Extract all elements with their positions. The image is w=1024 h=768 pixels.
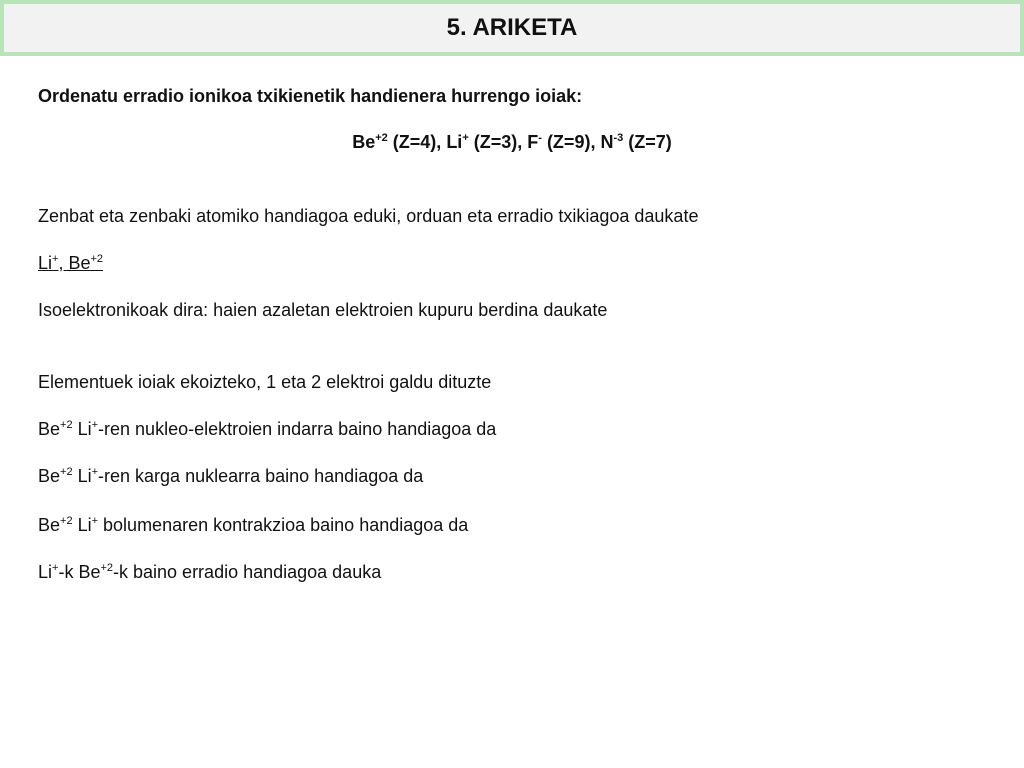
l8-li: Li xyxy=(38,562,53,582)
l8-rest: -k baino erradio handiagoa dauka xyxy=(113,562,382,582)
l5-li: Li xyxy=(72,419,92,439)
l7-li-charge: + xyxy=(91,515,99,527)
l6-be-charge: +2 xyxy=(60,466,73,478)
ion-list xyxy=(0,131,1024,153)
l6-li-charge: + xyxy=(91,466,99,478)
ion-be: Be xyxy=(352,132,376,152)
statement-nuclear-charge xyxy=(38,465,423,487)
l6-li: Li xyxy=(72,466,92,486)
answer-li-charge: + xyxy=(52,253,59,265)
ion-li-charge: + xyxy=(462,132,469,144)
title-banner xyxy=(0,0,1024,56)
statement-electrons-lost: Elementuek ioiak ekoizteko, 1 eta 2 elektroi galdu dituzte xyxy=(38,372,492,392)
l6-be: Be xyxy=(38,466,61,486)
statement-nucleus-electron-force xyxy=(38,418,496,440)
ion-f: F xyxy=(527,132,539,152)
ion-li: Li xyxy=(446,132,463,152)
statement-atomic-number: Zenbat eta zenbaki atomiko handiagoa eduki, orduan eta erradio txikiagoa daukate xyxy=(38,206,699,226)
page-title: 5. ARIKETA xyxy=(446,14,578,41)
ion-f-z: (Z=9), xyxy=(541,132,601,152)
answer-be-charge: +2 xyxy=(90,253,104,265)
l6-rest: -ren karga nuklearra baino handiagoa da xyxy=(98,466,424,486)
question-text: Ordenatu erradio ionikoa txikienetik handienera hurrengo ioiak: xyxy=(38,86,583,106)
statement-volume-contraction xyxy=(38,514,468,536)
l5-li-charge: + xyxy=(91,419,99,431)
l7-be: Be xyxy=(38,515,61,535)
answer-li: Li xyxy=(38,253,53,273)
ion-be-charge: +2 xyxy=(375,132,388,144)
l5-rest: -ren nukleo-elektroien indarra baino handiagoa da xyxy=(98,419,497,439)
ion-order-answer xyxy=(38,252,103,274)
statement-radius-comparison xyxy=(38,561,381,583)
ion-be-z: (Z=4), xyxy=(387,132,447,152)
l8-be: -k Be xyxy=(58,562,101,582)
ion-li-z: (Z=3), xyxy=(468,132,528,152)
ion-n-charge: -3 xyxy=(613,132,624,144)
ion-f-charge: - xyxy=(538,132,542,144)
l5-be: Be xyxy=(38,419,61,439)
ion-n-z: (Z=7) xyxy=(623,132,672,152)
l7-li: Li xyxy=(72,515,92,535)
l8-be-charge: +2 xyxy=(100,562,114,574)
l7-rest: bolumenaren kontrakzioa baino handiagoa da xyxy=(98,515,469,535)
l7-be-charge: +2 xyxy=(60,515,73,527)
answer-be: , Be xyxy=(58,253,91,273)
l8-li-charge: + xyxy=(52,562,59,574)
ion-n: N xyxy=(600,132,614,152)
statement-isoelectronic: Isoelektronikoak dira: haien azaletan elektroien kupuru berdina daukate xyxy=(38,300,608,320)
l5-be-charge: +2 xyxy=(60,419,73,431)
